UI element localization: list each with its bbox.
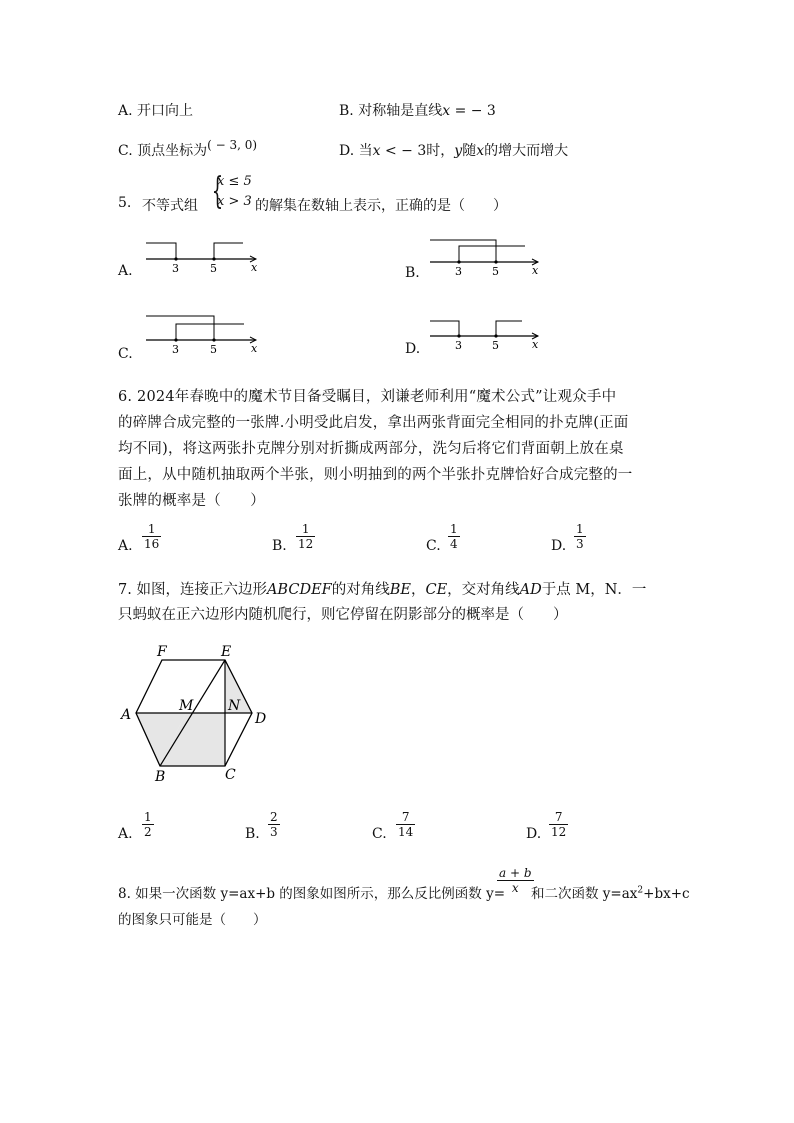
q5-stem-post: 的解集在数轴上表示，正确的是（ ） [255, 198, 507, 214]
svg-text:x: x [532, 264, 539, 277]
q7-label-N: N [228, 698, 241, 714]
q4-option-d: D. 当x < − 3时，y随x的增大而增大 [339, 143, 569, 159]
q5-option-c-label: C. [118, 346, 133, 362]
q7-option-c-fraction: $\frac{7}{14}$ [398, 810, 414, 839]
q5-option-a-label: A. [118, 263, 133, 279]
q5-option-d-numberline [426, 314, 551, 354]
q5-system-brace: { [211, 171, 224, 212]
q7-label-M: M [179, 698, 194, 714]
q7-label-C: C [225, 767, 236, 783]
q7-option-d-fraction: $\frac{7}{12}$ [551, 810, 567, 839]
svg-text:5: 5 [492, 339, 499, 352]
q7-label-A: A [121, 707, 132, 723]
q6-stem [118, 384, 678, 514]
svg-text:x: x [251, 342, 258, 355]
q6-option-b-fraction: $\frac{1}{12}$ [298, 522, 314, 551]
q5-option-b-label: B. [405, 265, 420, 281]
svg-text:3: 3 [172, 262, 179, 275]
q5-option-c-numberline [140, 312, 270, 356]
q7-hexagon-figure [115, 640, 285, 785]
q5-stem-pre: 不等式组 [142, 198, 198, 214]
svg-text:x: x [532, 338, 539, 351]
svg-text:3: 3 [455, 339, 462, 352]
q8-fraction: $\frac{a + b}{x}$ [499, 866, 532, 895]
q7-option-d-label: D. [526, 826, 542, 842]
q6-option-d-label: D. [551, 538, 567, 554]
q6-option-b-label: B. [272, 538, 287, 554]
q7-label-D: D [255, 711, 267, 727]
q6-option-c-label: C. [426, 538, 441, 554]
q7-option-b-fraction: $\frac{2}{3}$ [270, 810, 278, 839]
q6-line: 面上，从中随机抽取两个半张，则小明抽到的两个半张扑克牌恰好合成完整的一 [118, 467, 633, 483]
q8-stem-line1: 8. 如果一次函数 y=ax+b 的图象如图所示，那么反比例函数 y= [118, 886, 506, 902]
q7-option-a-fraction: $\frac{1}{2}$ [144, 810, 152, 839]
q6-line: 张牌的概率是（ ） [118, 493, 265, 509]
q4-option-b: B. 对称轴是直线x = − 3 [339, 103, 496, 119]
q4-option-c: C. 顶点坐标为( − 3, 0) [118, 138, 258, 159]
svg-text:5: 5 [210, 343, 217, 356]
q7-option-a-label: A. [118, 826, 133, 842]
q6-option-c-fraction: $\frac{1}{4}$ [450, 522, 458, 551]
q5-option-d-label: D. [405, 341, 421, 357]
svg-text:5: 5 [492, 265, 499, 278]
q5-system-line1: x ≤ 5 [217, 174, 252, 189]
q7-option-b-label: B. [245, 826, 260, 842]
svg-text:3: 3 [455, 265, 462, 278]
q7-stem-line2: 只蚂蚁在正六边形内随机爬行，则它停留在阴影部分的概率是（ ） [118, 607, 568, 623]
q7-stem-line1: 7. 如图，连接正六边形ABCDEF的对角线BE，CE，交对角线AD于点 M，N．一 [118, 582, 647, 598]
q8-stem-line2: 的图象只可能是（ ） [118, 912, 267, 928]
svg-text:5: 5 [210, 262, 217, 275]
q6-option-a-label: A. [118, 538, 133, 554]
q5-system-line2: x > 3 [217, 194, 252, 209]
q8-stem-line1-tail: 和二次函数 $y=ax^2+bx+c$ [531, 885, 690, 902]
q5-option-a-numberline [140, 235, 270, 277]
q5-option-b-numberline [426, 236, 551, 278]
q7-label-F: F [157, 644, 167, 660]
q7-option-c-label: C. [372, 826, 387, 842]
svg-text:x: x [251, 261, 258, 274]
q6-line: 的碎牌合成完整的一张牌.小明受此启发，拿出两张背面完全相同的扑克牌(正面 [118, 415, 629, 431]
q6-line: 6. 2024年春晚中的魔术节目备受瞩目，刘谦老师利用“魔术公式”让观众手中 [118, 389, 617, 405]
q6-option-d-fraction: $\frac{1}{3}$ [576, 522, 584, 551]
q6-option-a-fraction: $\frac{1}{16}$ [144, 522, 160, 551]
q5-number: 5. [118, 195, 132, 211]
q4-option-a: A. 开口向上 [118, 103, 194, 119]
q6-line: 均不同)，将这两张扑克牌分别对折撕成两部分，洗匀后将它们背面朝上放在桌 [118, 441, 624, 457]
q7-label-B: B [155, 769, 166, 785]
q7-label-E: E [221, 644, 232, 660]
svg-text:3: 3 [172, 343, 179, 356]
